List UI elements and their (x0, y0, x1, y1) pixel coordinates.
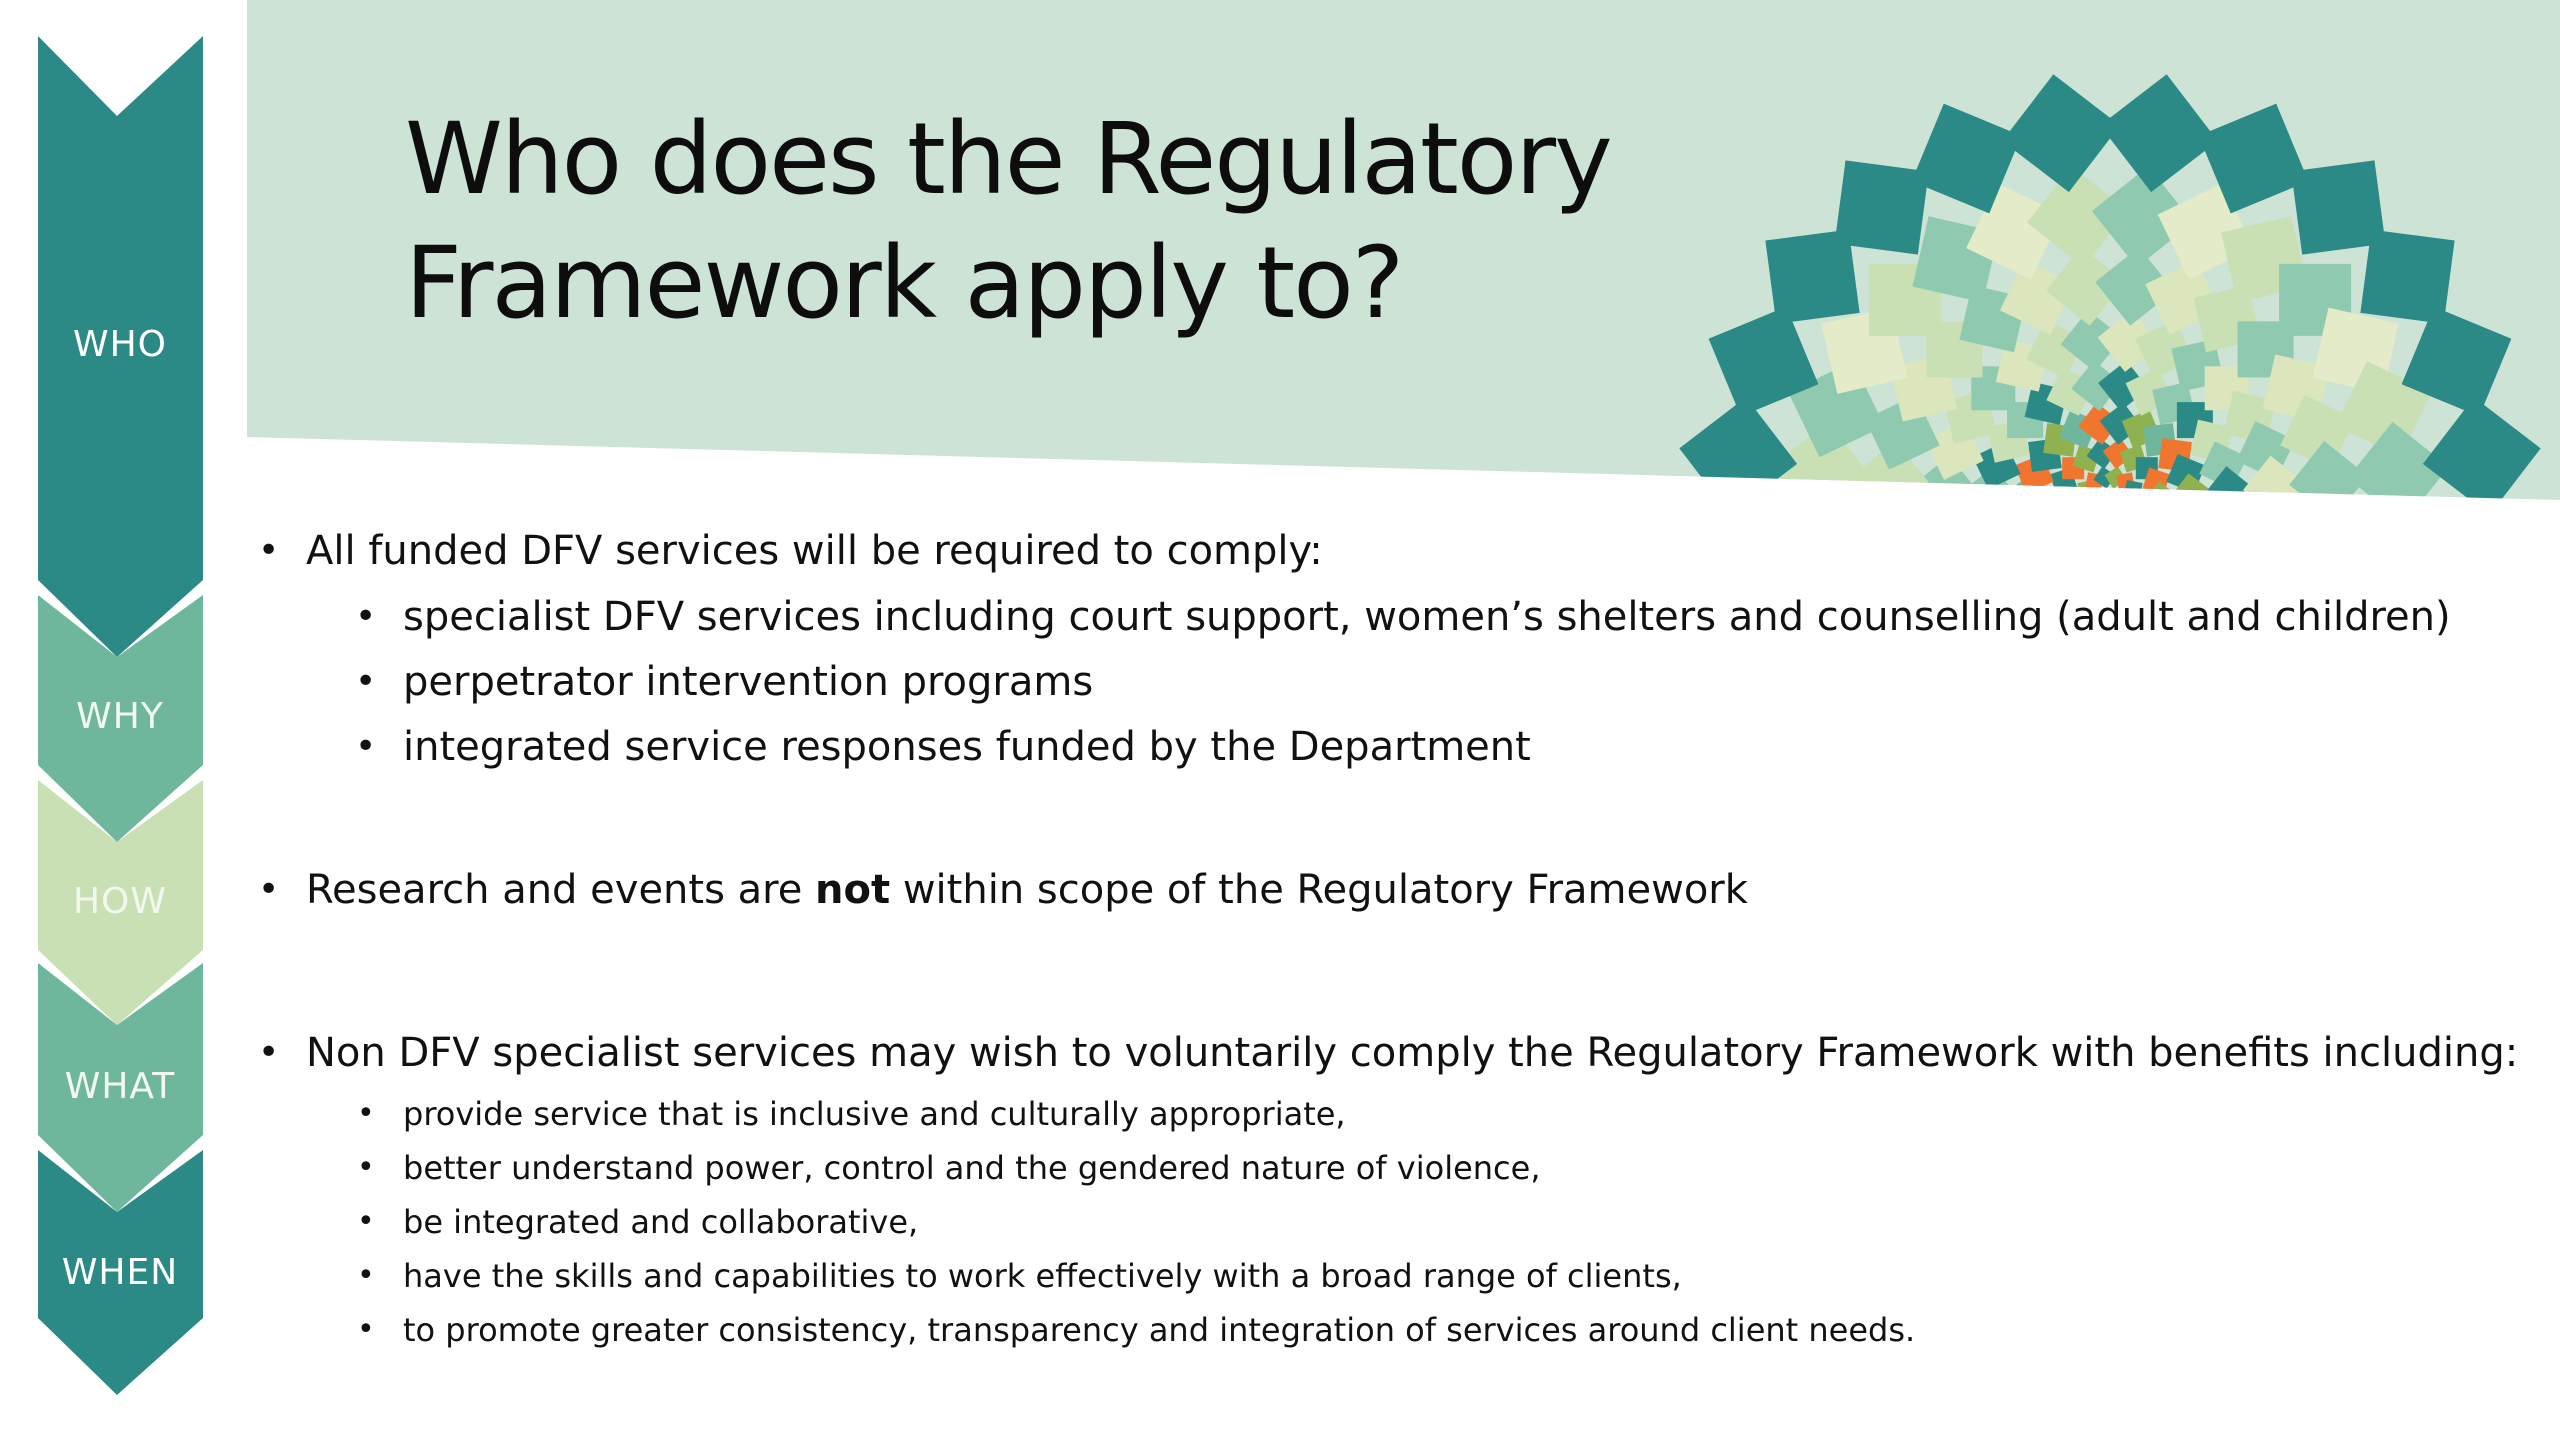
bullet-dot: • (355, 661, 377, 702)
sub-bullet-item (357, 1146, 1541, 1190)
bullet-dot: • (357, 1258, 375, 1293)
bullet-text: All funded DFV services will be required to comply: (306, 528, 1323, 574)
page-title: Who does the Regulatory Framework apply to? (405, 102, 1611, 341)
sub-bullet-text: be integrated and collaborative, (403, 1203, 919, 1241)
bullet-text: Non DFV specialist services may wish to voluntarily comply the Regulatory Framework with benefits including: (306, 1030, 2519, 1076)
sub-bullet-item (357, 1254, 1682, 1298)
mosaic-tile (2071, 488, 2093, 510)
bullet-dot: • (357, 1096, 375, 1131)
bullet-dot: • (258, 869, 280, 910)
sub-bullet-item (357, 1200, 919, 1244)
bullet-dot: • (357, 1312, 375, 1347)
bullet-dot: • (258, 1032, 280, 1073)
sub-bullet-item (355, 721, 1531, 773)
sub-bullet-text: perpetrator intervention programs (403, 659, 1094, 705)
sub-bullet-text: better understand power, control and the gendered nature of violence, (403, 1149, 1541, 1187)
sub-bullet-text: to promote greater consistency, transparency and integration of services around client needs. (403, 1311, 1916, 1349)
nav-why[interactable]: WHY (76, 696, 164, 737)
nav-who[interactable]: WHO (72, 324, 167, 365)
nav-what[interactable]: WHAT (64, 1066, 176, 1107)
sub-bullet-text: provide service that is inclusive and culturally appropriate, (403, 1095, 1346, 1133)
nav-when[interactable]: WHEN (61, 1252, 179, 1293)
sub-bullet-item (355, 656, 1094, 708)
sub-bullet-item (357, 1092, 1346, 1136)
bullet-dot: • (355, 596, 377, 637)
mosaic-tile (2124, 480, 2143, 499)
bullet-text-part: Research and events are (306, 867, 816, 913)
bullet-dot: • (258, 530, 280, 571)
sub-bullet-text: integrated service responses funded by the Department (403, 724, 1531, 770)
nav-how[interactable]: HOW (72, 881, 167, 922)
bullet-dot: • (357, 1150, 375, 1185)
sub-bullet-text: have the skills and capabilities to work effectively with a broad range of clients, (403, 1257, 1682, 1295)
bullet-text-part: within scope of the Regulatory Framework (890, 867, 1748, 913)
mosaic-tile (2126, 488, 2148, 510)
sub-bullet-item (355, 591, 2451, 643)
bullet-text-emphasis: not (815, 867, 891, 913)
sub-bullet-item (357, 1308, 1916, 1352)
bullet-item (258, 864, 1748, 916)
bullet-item (258, 1027, 2519, 1079)
bullet-dot: • (355, 726, 377, 767)
sub-bullet-text: specialist DFV services including court support, women’s shelters and counselling (adult and children) (403, 594, 2451, 640)
bullet-dot: • (357, 1204, 375, 1239)
bullet-item (258, 525, 1323, 577)
